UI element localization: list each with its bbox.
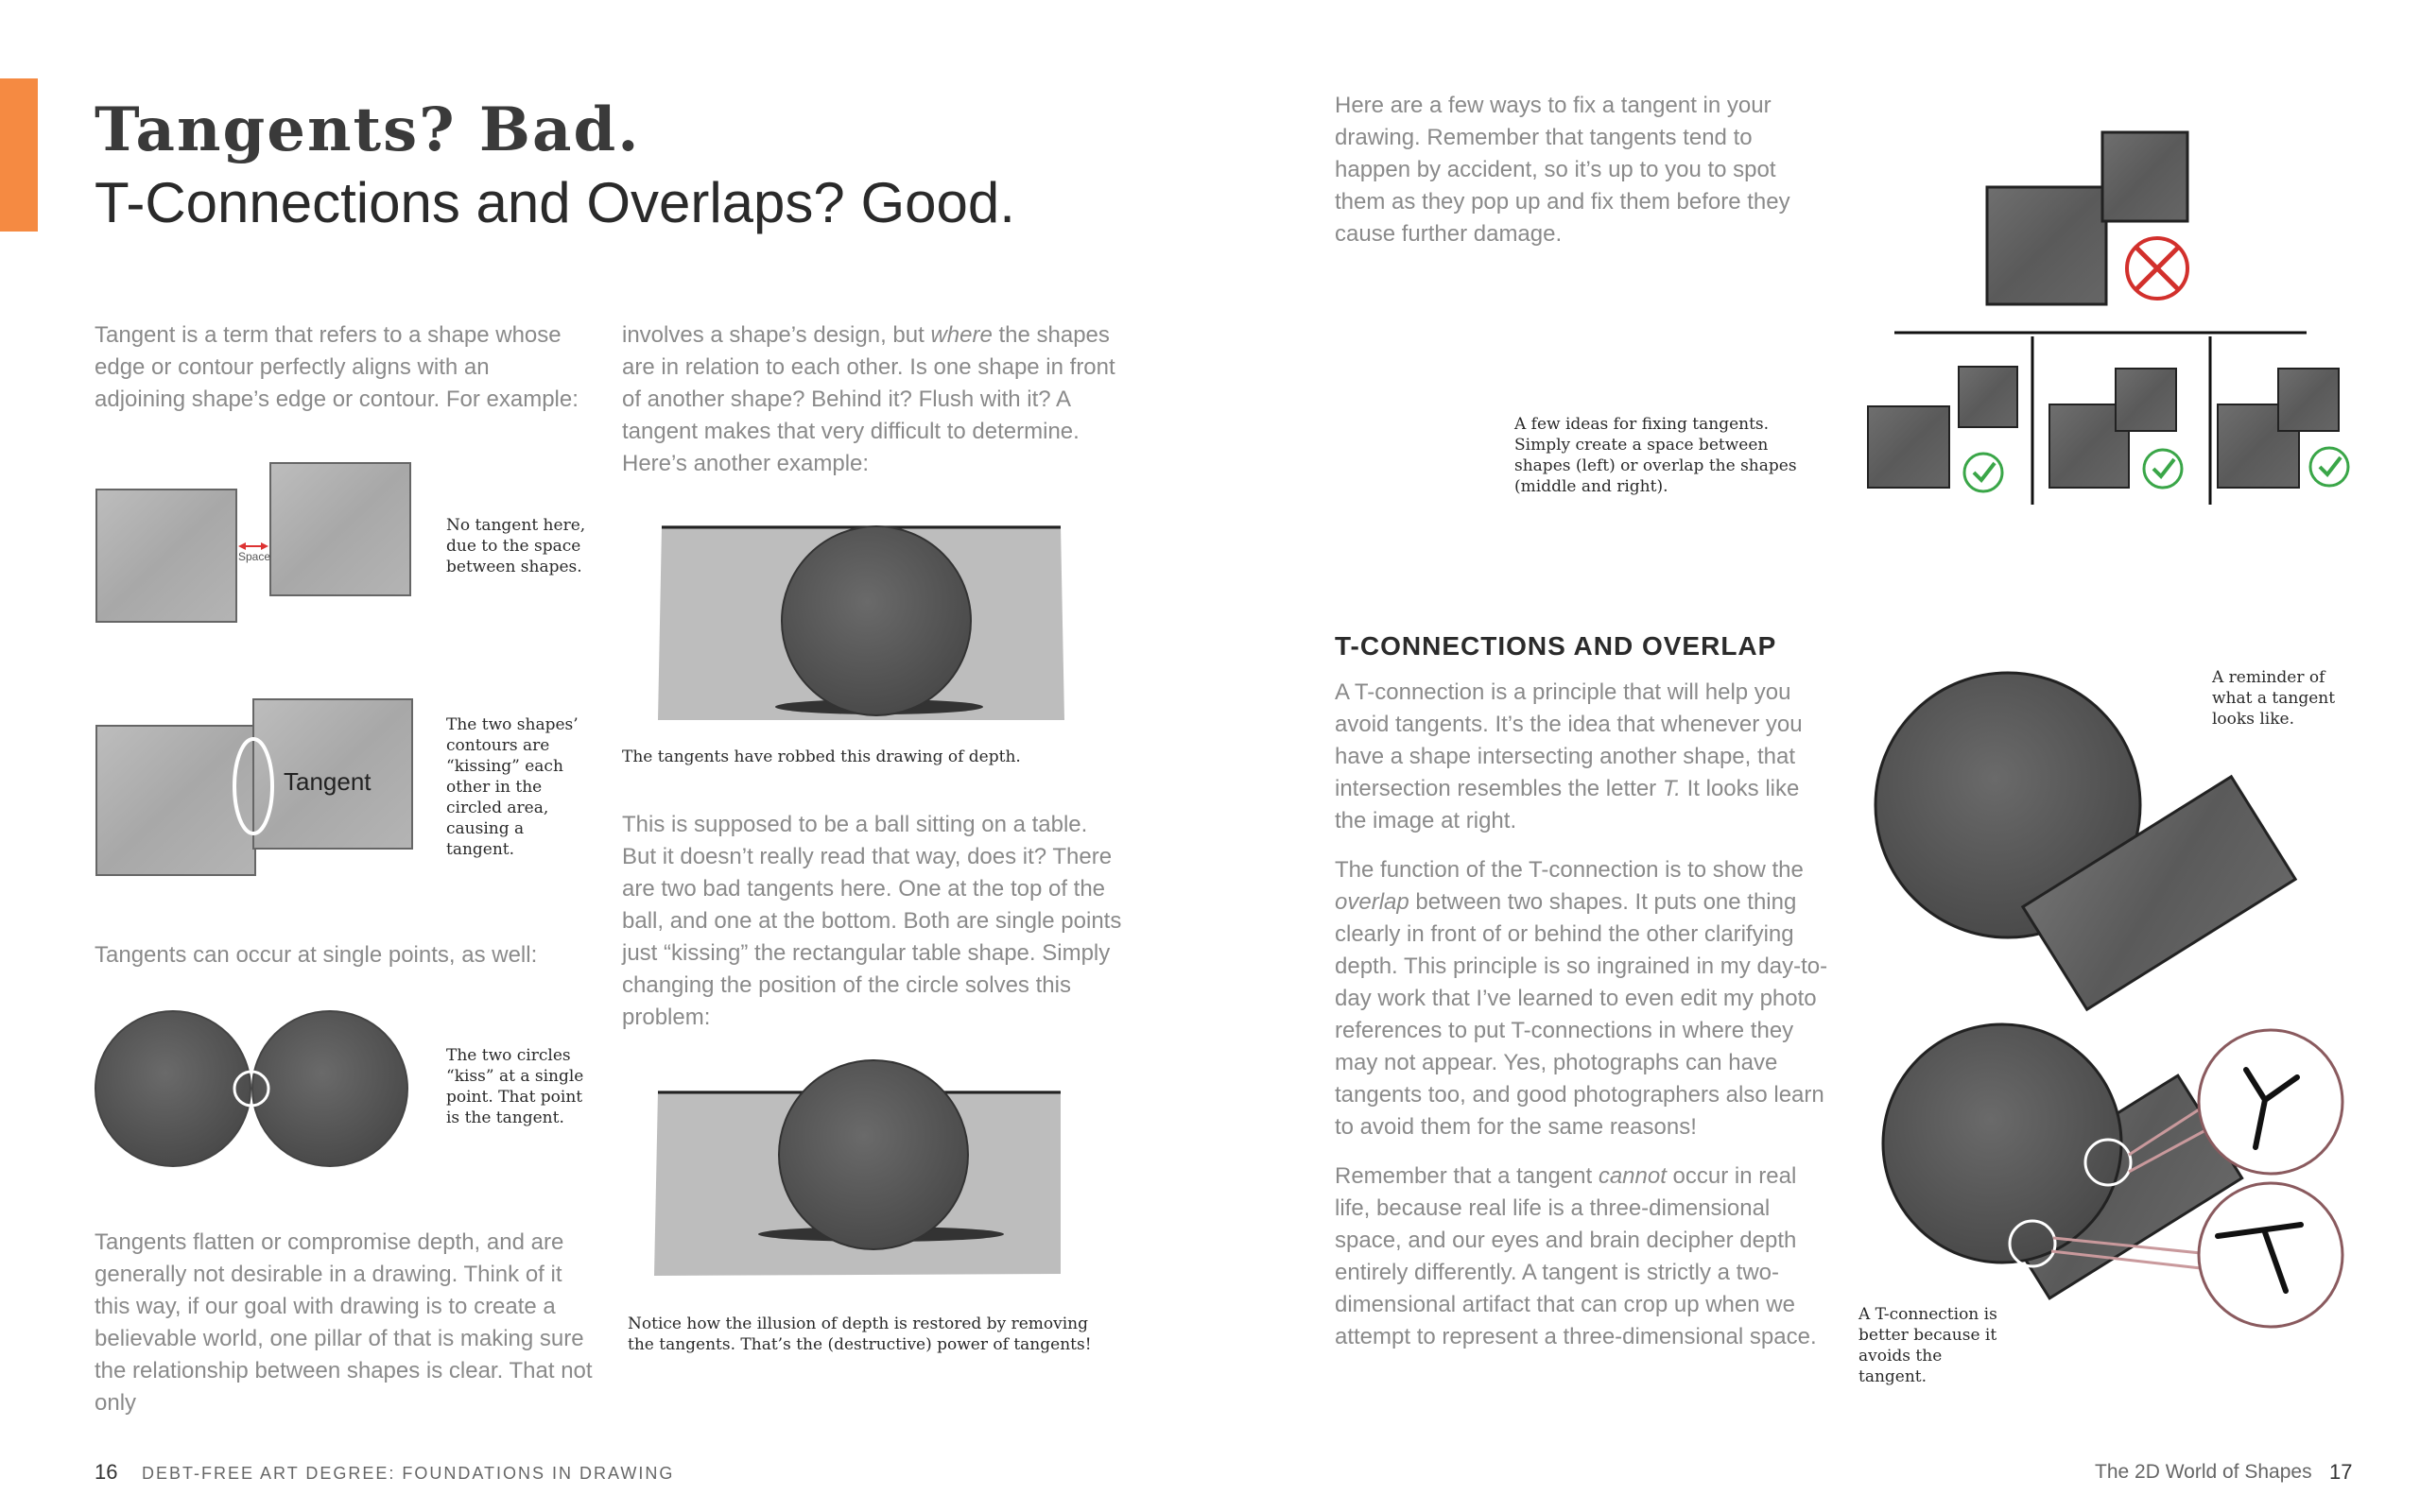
- caption-no-tangent: No tangent here, due to the space between shapes.: [446, 516, 586, 576]
- body-paragraph: Remember that a tangent cannot occur in real life, because real life is a three-dimensional space, and our eyes and brain decipher depth entirely differently. A tangent is strictly a two-dimensional artifact that can crop up when we attempt to represent a three-dimensional space.: [1335, 1163, 1817, 1349]
- space-label: Space: [238, 550, 271, 563]
- page-title: Tangents? Bad.: [95, 94, 641, 165]
- running-footer-left: DEBT-FREE ART DEGREE: FOUNDATIONS IN DRAWING: [142, 1464, 675, 1483]
- caption-kissing: The two shapes’ contours are “kissing” each other in the circled area, causing a tangent.: [446, 715, 579, 859]
- body-paragraph: involves a shape’s design, but where the shapes are in relation to each other. Is one shape in front of another shape? Behind it? Flush with it? A tangent makes that very difficult to determine. Here’s another example:: [622, 322, 1115, 476]
- section-heading: T-CONNECTIONS AND OVERLAP: [1335, 631, 1777, 661]
- check-icon: [2310, 448, 2348, 486]
- caption-fix: A few ideas for fixing tangents. Simply create a space between shapes (left) or overlap the shapes (middle and right).: [1514, 415, 1797, 496]
- figure-ball-restored: [635, 1057, 1070, 1283]
- body-paragraph: Here are a few ways to fix a tangent in your drawing. Remember that tangents tend to happen by accident, so it’s up to you to spot them as they pop up and fix them before they cause further damage.: [1335, 93, 1790, 247]
- figure-no-tangent: [95, 461, 416, 622]
- caption-t-connection: A T-connection is better because it avoids the tangent.: [1858, 1305, 1997, 1386]
- figure-tangent-fixes: [1862, 130, 2354, 508]
- body-paragraph: Tangents can occur at single points, as well:: [95, 942, 538, 968]
- caption-restored: Notice how the illusion of depth is restored by removing the tangents. That’s the (destructive) power of tangents!: [628, 1314, 1092, 1354]
- body-paragraph: This is supposed to be a ball sitting on a table. But it doesn’t really read that way, does it? There are two bad tangents here. One at the top of the ball, and one at the bottom. Both are single points just “kissing” the rectangular table shape. Simply changing the position of the circle solves this problem:: [622, 812, 1122, 1030]
- body-paragraph: Tangents flatten or compromise depth, and are generally not desirable in a drawing. Think of it this way, if our goal with drawing is to create a believable world, one pillar of that is making sure the relationship between shapes is clear. That not only: [95, 1229, 593, 1416]
- caption-robbed: The tangents have robbed this drawing of depth.: [622, 747, 1021, 766]
- caption-circles: The two circles “kiss” at a single point. That point is the tangent.: [446, 1046, 584, 1127]
- caption-reminder: A reminder of what a tangent looks like.: [2212, 668, 2336, 729]
- body-paragraph: A T-connection is a principle that will help you avoid tangents. It’s the idea that whenever you have a shape intersecting another shape, that intersection resembles the letter T. It looks like the image at right.: [1335, 679, 1803, 833]
- cross-icon: [2127, 238, 2187, 299]
- check-icon: [1964, 454, 2002, 491]
- figure-t-connection: [1881, 1030, 2354, 1314]
- page-number-left: 16: [95, 1460, 118, 1484]
- check-icon: [2144, 450, 2182, 488]
- body-paragraph: Tangent is a term that refers to a shape whose edge or contour perfectly aligns with an adjoining shape’s edge or contour. For example:: [95, 322, 579, 412]
- orange-tab: [0, 78, 38, 232]
- page-subtitle: T-Connections and Overlaps? Good.: [95, 171, 1015, 234]
- tangent-label: Tangent: [284, 767, 372, 796]
- page-number-right: 17: [2329, 1460, 2353, 1484]
- figure-two-circles: [95, 1009, 416, 1170]
- running-footer-right: The 2D World of Shapes: [2095, 1461, 2312, 1483]
- figure-ball-tangent: [652, 522, 1068, 730]
- body-paragraph: The function of the T-connection is to show the overlap between two shapes. It puts one thing clearly in front of or behind the other clarifying depth. This principle is so ingrained in my day-to-day work that I’ve learned to even edit my photo references to put T-connections in where they may not appear. Yes, photographs can have tangents too, and good photographers also learn to avoid them for the same reasons!: [1335, 857, 1828, 1140]
